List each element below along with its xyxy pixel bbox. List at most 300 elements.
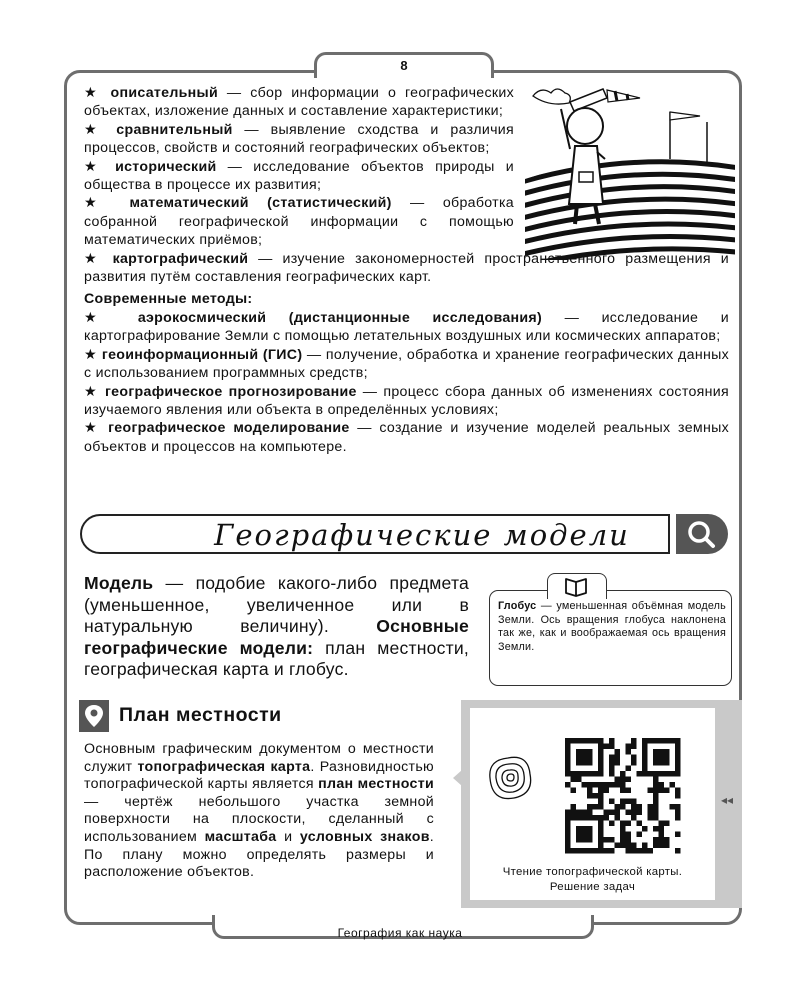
map-pin-icon: [79, 700, 109, 732]
note-term: Глобус: [498, 600, 537, 612]
model-term: Модель: [84, 573, 154, 593]
qr-module: [659, 771, 665, 777]
star-icon: ★: [84, 85, 102, 101]
qr-module: [565, 755, 571, 761]
qr-module: [675, 848, 681, 854]
globe-note-text: [498, 600, 726, 654]
qr-module: [675, 810, 681, 816]
method-text: — сбор информации о географических объектах, изложение данных и составление характеристики;: [84, 85, 514, 120]
qr-module: [620, 777, 626, 783]
qr-module: [670, 771, 676, 777]
modern-method-item: [84, 309, 729, 346]
qr-module: [642, 755, 648, 761]
qr-module: [565, 832, 571, 838]
qr-module: [582, 749, 588, 755]
qr-module: [626, 777, 632, 783]
plan-heading: [79, 700, 449, 732]
qr-module: [642, 848, 648, 854]
qr-module: [604, 848, 610, 854]
qr-module: [576, 771, 582, 777]
qr-module: [615, 782, 621, 788]
qr-module: [675, 760, 681, 766]
qr-module: [593, 804, 599, 810]
qr-module: [631, 760, 637, 766]
qr-module: [659, 843, 665, 849]
qr-module: [664, 755, 670, 761]
qr-module: [604, 744, 610, 750]
qr-module: [631, 810, 637, 816]
qr-module: [664, 788, 670, 794]
qr-module: [593, 815, 599, 821]
geographer-illustration: [525, 84, 735, 260]
qr-module: [653, 799, 659, 805]
qr-module: [648, 815, 654, 821]
qr-module: [675, 766, 681, 772]
plan-text-part: и: [276, 828, 300, 845]
qr-module: [582, 810, 588, 816]
qr-module: [620, 821, 626, 827]
method-text: — исследование объектов природы и общества в процессе их развития;: [84, 158, 514, 194]
qr-module: [642, 749, 648, 755]
qr-module: [631, 804, 637, 810]
qr-module: [609, 782, 615, 788]
qr-module: [598, 804, 604, 810]
qr-module: [565, 848, 571, 854]
qr-module: [609, 766, 615, 772]
qr-module: [565, 843, 571, 849]
method-item: [84, 158, 514, 195]
plan-title: План местности: [119, 704, 282, 726]
qr-module: [615, 815, 621, 821]
qr-module: [587, 810, 593, 816]
star-icon: ★: [84, 250, 103, 267]
qr-module: [659, 821, 665, 827]
qr-code: [565, 738, 681, 854]
star-icon: ★: [84, 420, 101, 437]
qr-module: [582, 815, 588, 821]
note-body: — уменьшенная объёмная модель Земли. Ось вращения глобуса наклонена так же, как и воображаемая ось вращения Земли.: [498, 600, 726, 653]
qr-module: [587, 793, 593, 799]
model-paragraph: [84, 573, 469, 681]
qr-module: [626, 749, 632, 755]
qr-module: [637, 821, 643, 827]
qr-module: [653, 793, 659, 799]
qr-module: [598, 837, 604, 843]
qr-module: [565, 815, 571, 821]
qr-module: [670, 804, 676, 810]
qr-module: [609, 760, 615, 766]
qr-module: [620, 826, 626, 832]
qr-module: [653, 788, 659, 794]
qr-module: [620, 843, 626, 849]
qr-module: [598, 766, 604, 772]
star-icon: ★: [84, 158, 104, 175]
qr-module: [587, 771, 593, 777]
qr-module: [587, 826, 593, 832]
page-number: 8: [400, 58, 408, 73]
qr-module: [631, 815, 637, 821]
qr-module: [609, 744, 615, 750]
qr-module: [631, 738, 637, 744]
qr-module: [626, 832, 632, 838]
qr-module: [571, 848, 577, 854]
qr-module: [576, 777, 582, 783]
qr-module: [626, 821, 632, 827]
qr-module: [631, 755, 637, 761]
search-icon: [676, 514, 728, 554]
method-item: [84, 194, 514, 249]
qr-module: [576, 848, 582, 854]
qr-module: [598, 788, 604, 794]
method-term: сравнительный: [116, 121, 233, 138]
qr-module: [653, 760, 659, 766]
qr-module: [664, 738, 670, 744]
qr-module: [598, 821, 604, 827]
search-button[interactable]: [676, 514, 728, 554]
qr-module: [659, 826, 665, 832]
qr-module: [675, 788, 681, 794]
qr-module: [587, 760, 593, 766]
qr-module: [620, 771, 626, 777]
qr-module: [609, 837, 615, 843]
qr-module: [664, 837, 670, 843]
rewind-arrows-icon[interactable]: ◂◂: [721, 793, 734, 807]
plan-text-part: . Разновидностью топографической карты является: [84, 758, 434, 793]
qr-module: [648, 771, 654, 777]
qr-module: [615, 760, 621, 766]
qr-module: [675, 815, 681, 821]
qr-module: [609, 799, 615, 805]
qr-module: [598, 843, 604, 849]
qr-module: [664, 821, 670, 827]
qr-module: [604, 788, 610, 794]
qr-caption: [470, 865, 715, 895]
qr-module: [598, 760, 604, 766]
qr-module: [675, 771, 681, 777]
qr-module: [615, 755, 621, 761]
method-item: [84, 121, 514, 158]
qr-module: [653, 837, 659, 843]
qr-module: [653, 771, 659, 777]
plan-bold-term: план местности: [318, 776, 434, 793]
qr-module: [615, 810, 621, 816]
modern-method-item: [84, 346, 729, 383]
qr-module: [615, 777, 621, 783]
plan-bold-term: условных знаков: [299, 828, 430, 845]
qr-module: [642, 738, 648, 744]
qr-module: [576, 738, 582, 744]
qr-module: [576, 815, 582, 821]
qr-module: [582, 771, 588, 777]
qr-module: [642, 826, 648, 832]
qr-module: [642, 744, 648, 750]
qr-module: [565, 749, 571, 755]
qr-module: [648, 738, 654, 744]
qr-module: [648, 788, 654, 794]
note-tab: [547, 573, 607, 599]
qr-module: [587, 837, 593, 843]
page-footer: География как наука: [337, 926, 463, 940]
qr-module: [565, 760, 571, 766]
qr-module: [653, 826, 659, 832]
qr-module: [587, 755, 593, 761]
qr-module: [593, 848, 599, 854]
qr-module: [598, 755, 604, 761]
qr-module: [653, 782, 659, 788]
qr-module: [609, 738, 615, 744]
plan-text-part: — чертёж небольшого участка земной поверхности на плоскости, сделанный с использованием: [84, 793, 434, 845]
qr-module: [626, 799, 632, 805]
qr-module: [620, 832, 626, 838]
qr-module: [675, 738, 681, 744]
qr-module: [571, 771, 577, 777]
qr-module: [659, 760, 665, 766]
main-models-label: Основные географические модели:: [84, 616, 469, 658]
qr-module: [587, 788, 593, 794]
qr-module: [565, 810, 571, 816]
qr-module: [675, 804, 681, 810]
qr-module: [620, 799, 626, 805]
qr-module: [571, 788, 577, 794]
qr-module: [615, 804, 621, 810]
qr-module: [642, 843, 648, 849]
plan-text: [84, 741, 434, 882]
qr-module: [598, 826, 604, 832]
qr-module: [598, 815, 604, 821]
section-banner: [80, 514, 670, 554]
qr-module: [653, 777, 659, 783]
qr-module: [598, 799, 604, 805]
qr-module: [664, 843, 670, 849]
qr-module: [598, 832, 604, 838]
qr-module: [637, 771, 643, 777]
qr-module: [631, 848, 637, 854]
qr-module: [587, 815, 593, 821]
qr-module: [565, 826, 571, 832]
qr-module: [631, 744, 637, 750]
qr-module: [653, 815, 659, 821]
qr-module: [653, 749, 659, 755]
qr-module: [593, 782, 599, 788]
book-icon: [548, 574, 605, 598]
qr-module: [653, 843, 659, 849]
method-term: описательный: [110, 85, 218, 101]
qr-module: [593, 771, 599, 777]
qr-module: [653, 738, 659, 744]
qr-module: [576, 832, 582, 838]
method-text: — обработка собранной географической информации с помощью математических приёмов;: [84, 195, 514, 249]
star-icon: ★: [84, 346, 98, 363]
banner-title: Географические модели: [214, 518, 630, 552]
qr-module: [576, 810, 582, 816]
qr-module: [587, 749, 593, 755]
qr-module: [620, 837, 626, 843]
qr-module: [582, 826, 588, 832]
qr-module: [587, 848, 593, 854]
method-term: географическое прогнозирование: [104, 383, 357, 400]
model-definition: [84, 573, 469, 681]
qr-caption-line: Чтение топографической карты.: [502, 866, 683, 878]
page-number-tab: [314, 52, 494, 78]
qr-module: [571, 738, 577, 744]
method-text: — получение, обработка и хранение географических данных с использованием программных средств;: [84, 346, 729, 382]
star-icon: ★: [84, 309, 116, 326]
qr-module: [659, 749, 665, 755]
qr-module: [609, 755, 615, 761]
qr-module: [593, 793, 599, 799]
qr-module: [565, 837, 571, 843]
qr-module: [571, 777, 577, 783]
qr-module: [615, 749, 621, 755]
qr-module: [631, 799, 637, 805]
qr-module: [582, 848, 588, 854]
qr-module: [659, 782, 665, 788]
qr-module: [626, 848, 632, 854]
qr-module: [648, 848, 654, 854]
qr-module: [626, 837, 632, 843]
qr-module: [664, 760, 670, 766]
qr-module: [626, 843, 632, 849]
qr-module: [637, 804, 643, 810]
qr-module: [609, 821, 615, 827]
qr-caption-line: Решение задач: [549, 881, 636, 893]
qr-module: [659, 837, 665, 843]
qr-module: [598, 738, 604, 744]
method-text: — процесс сбора данных об изменениях состояния изучаемого явления или объекта в определённых условиях;: [84, 383, 729, 418]
method-term: исторический: [115, 158, 217, 175]
qr-module: [664, 749, 670, 755]
qr-module: [604, 815, 610, 821]
plan-bold-term: масштаба: [204, 828, 277, 845]
qr-module: [637, 848, 643, 854]
qr-module: [631, 843, 637, 849]
qr-module: [642, 766, 648, 772]
qr-module: [565, 766, 571, 772]
qr-module: [615, 843, 621, 849]
qr-module: [576, 755, 582, 761]
qr-module: [659, 738, 665, 744]
qr-module: [576, 760, 582, 766]
contour-map-icon: [490, 757, 531, 798]
qr-module: [571, 815, 577, 821]
plan-bold-term: топографическая карта: [137, 758, 311, 775]
qr-module: [653, 804, 659, 810]
qr-module: [675, 755, 681, 761]
qr-module: [565, 744, 571, 750]
pin-badge: [79, 700, 109, 732]
method-text: — исследование и картографирование Земли с помощью летательных воздушных или космических аппаратов;: [84, 309, 729, 345]
qr-module: [571, 810, 577, 816]
qr-module: [598, 848, 604, 854]
qr-module: [587, 782, 593, 788]
qr-module: [675, 793, 681, 799]
qr-module: [609, 771, 615, 777]
qr-module: [620, 804, 626, 810]
qr-module: [637, 832, 643, 838]
qr-module: [571, 804, 577, 810]
qr-module: [620, 788, 626, 794]
qr-module: [659, 755, 665, 761]
qr-module: [675, 832, 681, 838]
qr-card-graphics: [470, 708, 715, 858]
qr-module: [598, 744, 604, 750]
method-term: географическое моделирование: [108, 420, 350, 437]
main-models-text: план местности, географическая карта и глобус.: [84, 637, 470, 680]
qr-module: [664, 771, 670, 777]
qr-module: [587, 832, 593, 838]
qr-module: [670, 782, 676, 788]
qr-module: [582, 837, 588, 843]
qr-module: [576, 837, 582, 843]
qr-module: [675, 749, 681, 755]
qr-module: [642, 760, 648, 766]
qr-module: [598, 771, 604, 777]
star-icon: ★: [84, 383, 99, 400]
qr-module: [598, 749, 604, 755]
method-text: — выявление сходства и различия процессов, свойств и состояний географических объектов;: [84, 121, 514, 157]
qr-module: [576, 749, 582, 755]
qr-module: [587, 738, 593, 744]
note-paragraph: [498, 600, 726, 654]
qr-module: [653, 755, 659, 761]
qr-module: [565, 771, 571, 777]
model-text-body: — подобие какого-либо предмета (уменьшенное, увеличенное или в натуральную величину).: [84, 573, 469, 637]
qr-module: [565, 821, 571, 827]
qr-module: [609, 848, 615, 854]
qr-module: [659, 788, 665, 794]
method-term: картографический: [112, 250, 249, 267]
qr-module: [582, 755, 588, 761]
qr-module: [648, 804, 654, 810]
qr-module: [675, 744, 681, 750]
method-term: аэрокосмический (дистанционные исследования): [137, 309, 543, 326]
method-item: [84, 84, 514, 121]
plan-paragraph: [84, 741, 434, 882]
method-term: математический (статистический): [129, 195, 392, 212]
qr-module: [620, 782, 626, 788]
qr-module: [648, 810, 654, 816]
qr-module: [659, 832, 665, 838]
plan-text-part: . По плану можно определять размеры и расположение объектов.: [84, 828, 434, 881]
star-icon: ★: [84, 121, 105, 138]
qr-module: [626, 788, 632, 794]
method-text: — создание и изучение моделей реальных земных объектов и процессов на компьютере.: [84, 420, 729, 455]
qr-module: [598, 793, 604, 799]
qr-module: [626, 810, 632, 816]
qr-module: [582, 832, 588, 838]
qr-module: [604, 810, 610, 816]
qr-module: [582, 782, 588, 788]
qr-module: [593, 738, 599, 744]
qr-module: [587, 804, 593, 810]
qr-module: [582, 760, 588, 766]
panel-pointer: [453, 770, 462, 786]
qr-module: [626, 766, 632, 772]
qr-module: [609, 810, 615, 816]
modern-method-item: [84, 383, 729, 420]
qr-module: [565, 782, 571, 788]
qr-module: [670, 738, 676, 744]
modern-methods-heading: Современные методы:: [84, 291, 253, 308]
modern-method-item: [84, 419, 729, 456]
method-term: геоинформационный (ГИС): [101, 346, 303, 363]
qr-module: [637, 810, 643, 816]
qr-module: [626, 744, 632, 750]
qr-module: [604, 782, 610, 788]
star-icon: ★: [84, 195, 112, 212]
method-text: — изучение закономерностей пространственного размещения и развития путём составления географических карт.: [84, 250, 729, 286]
qr-module: [582, 738, 588, 744]
